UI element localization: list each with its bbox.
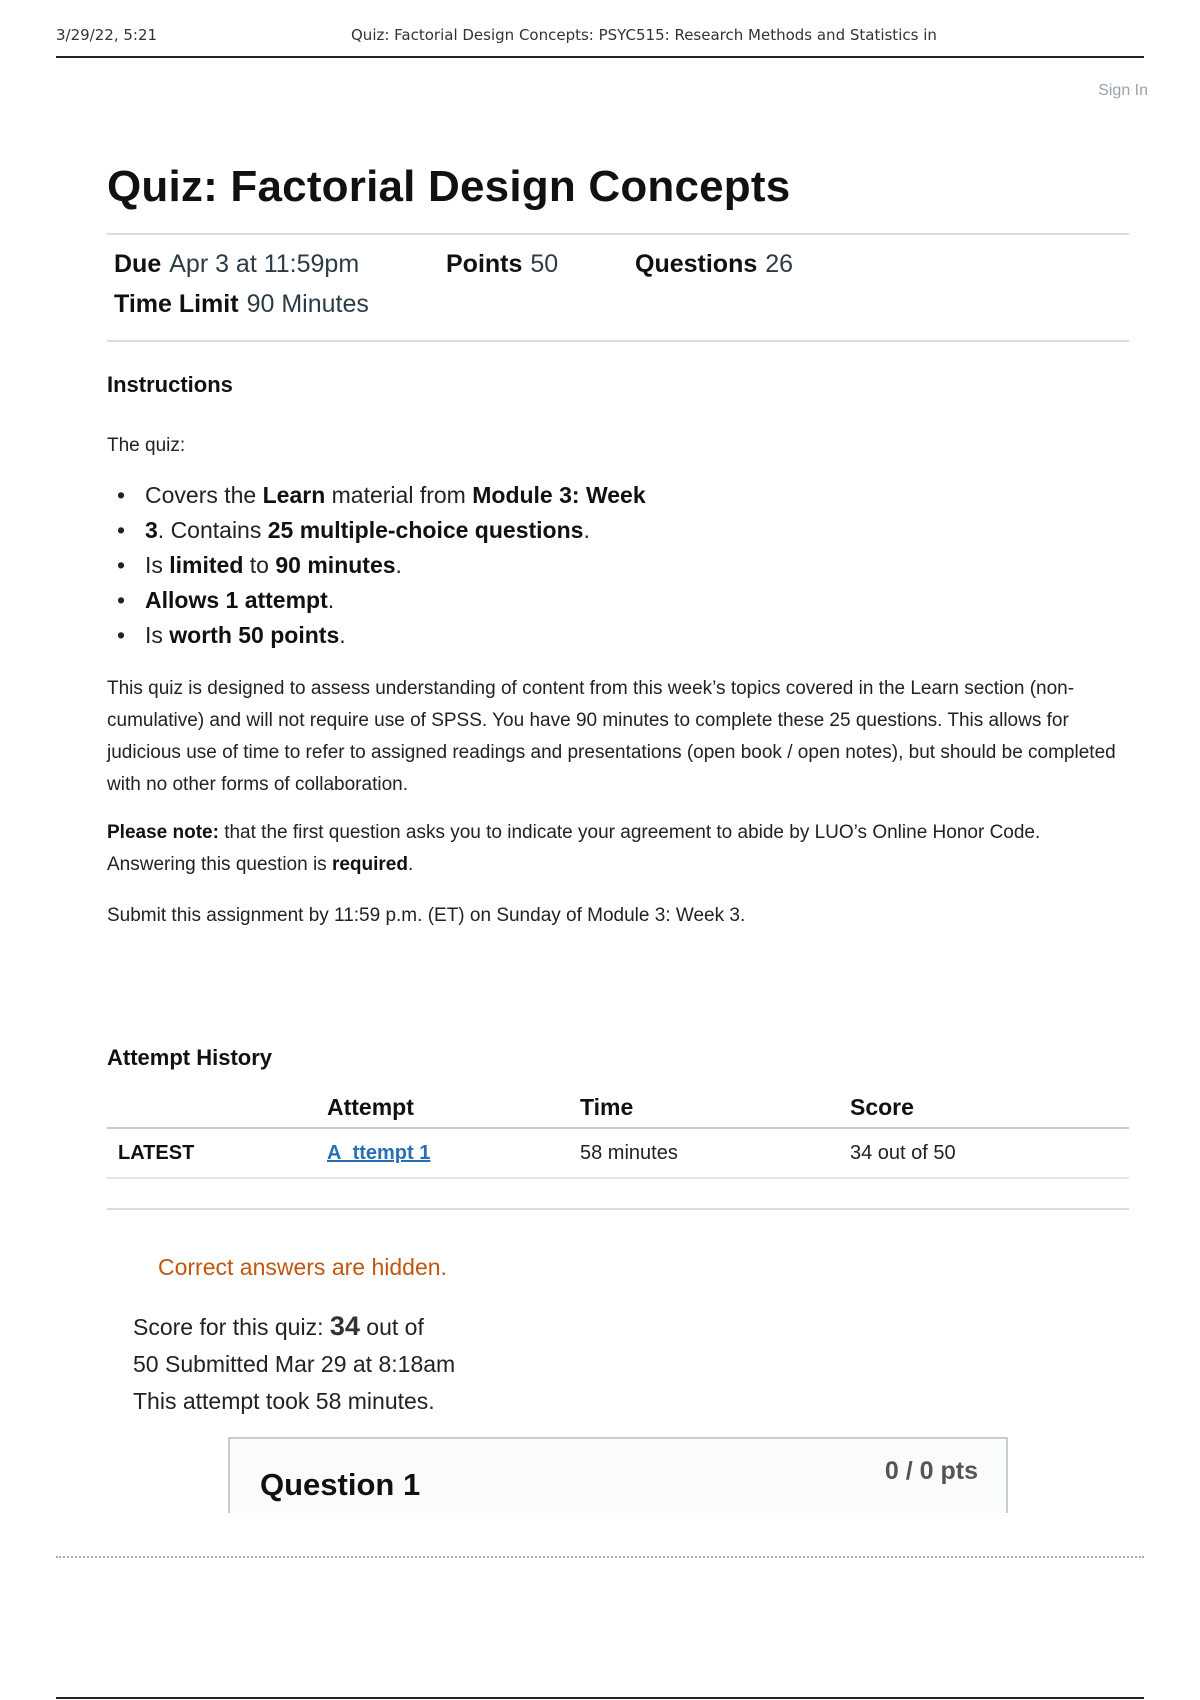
meta-divider: [107, 340, 1129, 342]
due-date: [114, 250, 359, 279]
points: [446, 250, 558, 279]
column-header: Attempt: [327, 1094, 414, 1120]
correct-answers-hidden-notice: Correct answers are hidden.: [158, 1254, 447, 1280]
time-cell: 58 minutes: [580, 1128, 850, 1178]
instructions-heading: Instructions: [107, 372, 233, 397]
honor-code-note: Please note: that the first question asks you to indicate your agreement to abide by LUO’s Online Honor Code. Answering this question is required.: [107, 822, 1041, 875]
submitted-line: 50 Submitted Mar 29 at 8:18am: [133, 1351, 456, 1377]
print-footer-rule: [56, 1697, 1144, 1699]
title-divider: [107, 233, 1129, 235]
list-item: • Is limited to 90 minutes.: [117, 548, 646, 583]
note-text: that the first question asks you to indicate your agreement to abide by LUO’s Online Honor Code. Answering this question is: [107, 822, 1041, 875]
attempt-cell: [327, 1128, 580, 1178]
question-points: 0 / 0 pts: [884, 1457, 978, 1485]
list-item: • Is worth 50 points.: [117, 618, 646, 653]
page-title: Quiz: Factorial Design Concepts: [107, 162, 791, 211]
submission-deadline: Submit this assignment by 11:59 p.m. (ET) on Sunday of Module 3: Week 3.: [107, 905, 746, 926]
column-header: [107, 1088, 327, 1128]
time-limit: [114, 290, 369, 319]
note-required: required: [331, 854, 408, 875]
questions-count: [635, 250, 793, 279]
attempt-history-table: [107, 1088, 1129, 1179]
instructions-intro: The quiz:: [107, 435, 186, 456]
list-item: • 3. Contains 25 multiple-choice questions.: [117, 513, 646, 548]
results-divider: [107, 1208, 1129, 1210]
print-footer-url: [56, 1556, 1144, 1562]
print-page-title: Quiz: Factorial Design Concepts: PSYC515: Research Methods and Statistics in: [351, 26, 937, 44]
points-value: 50: [530, 250, 559, 278]
instructions-list: [117, 478, 646, 653]
latest-label: LATEST: [107, 1128, 327, 1178]
attempt-link[interactable]: A_ttempt 1: [327, 1141, 431, 1164]
due-value: Apr 3 at 11:59pm: [169, 250, 360, 278]
question-card: [228, 1437, 1008, 1513]
points-label: Points: [446, 250, 523, 278]
time-limit-label: Time Limit: [114, 290, 239, 318]
score-value: 34: [329, 1311, 360, 1341]
quiz-score-summary: [133, 1308, 455, 1420]
note-label: Please note:: [107, 822, 219, 843]
score-cell: 34 out of 50: [850, 1128, 1129, 1178]
instructions-paragraph: This quiz is designed to assess understanding of content from this week’s topics covered in the Learn section (non-cumulative) and will not require use of SPSS. You have 90 minutes to complete these 25 questions. This allows for judicious use of time to refer to assigned readings and presentations (open book / open notes), but should be completed with no other forms of collaboration.: [107, 678, 1116, 795]
score-line: Score for this quiz: 34 out of: [133, 1311, 424, 1341]
questions-label: Questions: [635, 250, 758, 278]
table-row: [107, 1128, 1129, 1178]
sign-in-link[interactable]: Sign In: [1098, 82, 1148, 99]
question-title: Question 1: [260, 1467, 421, 1502]
print-date: 3/29/22, 5:21: [56, 26, 158, 44]
list-item: • Covers the Learn material from Module 3: Week: [117, 478, 646, 513]
list-item: • Allows 1 attempt.: [117, 583, 646, 618]
questions-value: 26: [765, 250, 794, 278]
duration-line: This attempt took 58 minutes.: [133, 1388, 435, 1414]
column-header: Time: [580, 1094, 634, 1120]
attempt-history-heading: Attempt History: [107, 1045, 273, 1070]
print-header-rule: [56, 56, 1144, 58]
column-header: Score: [850, 1094, 914, 1120]
time-limit-value: 90 Minutes: [246, 290, 369, 318]
due-label: Due: [114, 250, 162, 278]
table-header-row: [107, 1088, 1129, 1128]
